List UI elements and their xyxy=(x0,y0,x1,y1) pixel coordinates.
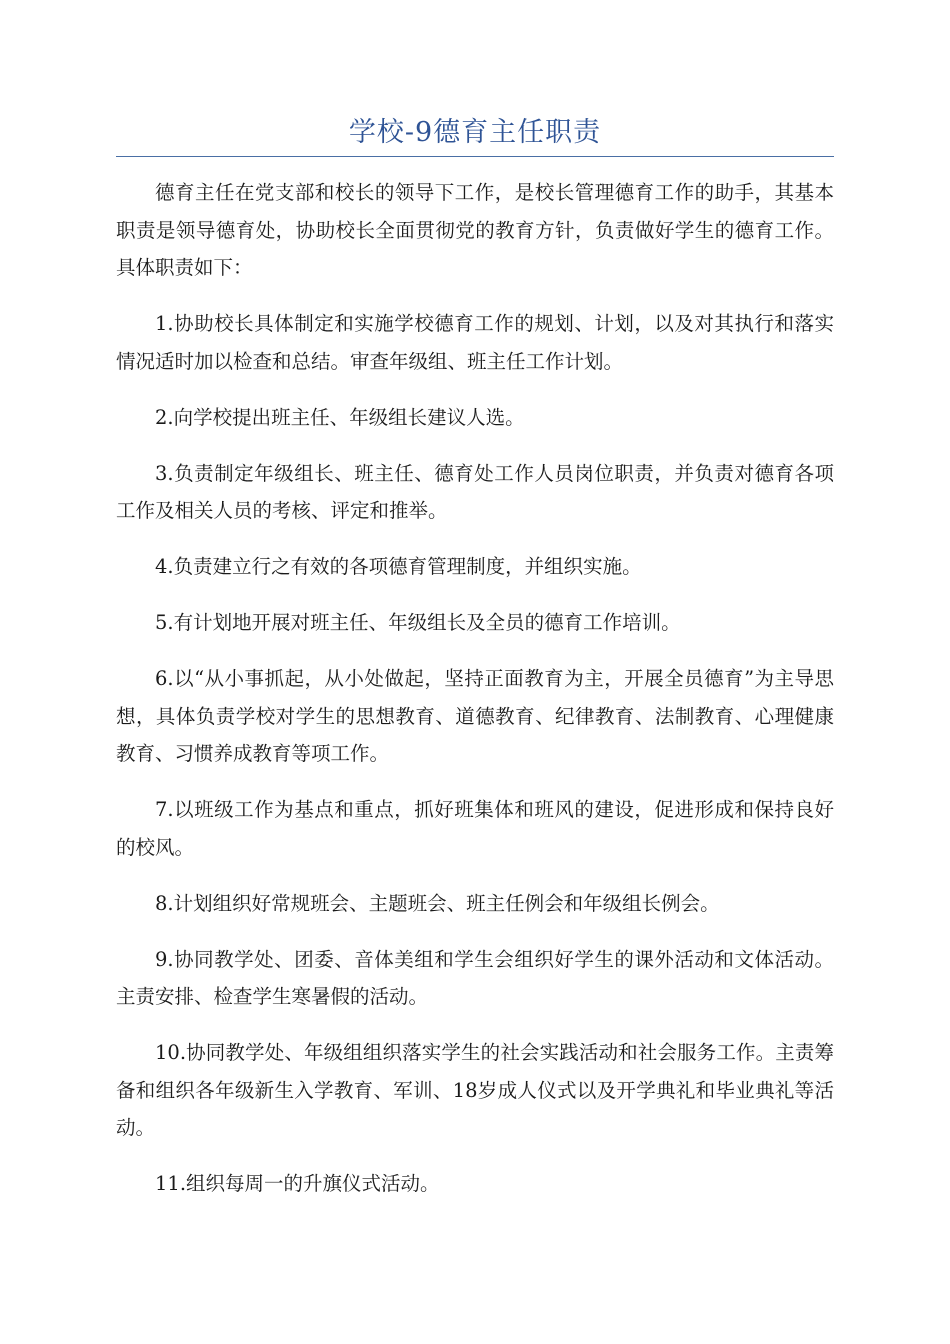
duty-item-3: 3.负责制定年级组长、班主任、德育处工作人员岗位职责，并负责对德育各项工作及相关人员的考核、评定和推举。 xyxy=(116,461,834,522)
duty-item-6: 6.以“从小事抓起，从小处做起，坚持正面教育为主，开展全员德育”为主导思想，具体负责学校对学生的思想教育、道德教育、纪律教育、法制教育、心理健康教育、习惯养成教育等项工作。 xyxy=(116,667,834,765)
duty-item-9: 9.协同教学处、团委、音体美组和学生会组织好学生的课外活动和文体活动。主责安排、检查学生寒暑假的活动。 xyxy=(116,947,834,1008)
duty-item-5: 5.有计划地开展对班主任、年级组长及全员的德育工作培训。 xyxy=(155,611,681,634)
document-body xyxy=(116,174,834,1221)
duty-item-1: 1.协助校长具体制定和实施学校德育工作的规划、计划，以及对其执行和落实情况适时加以检查和总结。审查年级组、班主任工作计划。 xyxy=(116,312,834,373)
title-block xyxy=(116,110,834,157)
duty-item-4: 4.负责建立行之有效的各项德育管理制度，并组织实施。 xyxy=(155,555,642,578)
duty-item-7: 7.以班级工作为基点和重点，抓好班集体和班风的建设，促进形成和保持良好的校风。 xyxy=(116,798,834,859)
duty-item-8: 8.计划组织好常规班会、主题班会、班主任例会和年级组长例会。 xyxy=(155,891,720,915)
duty-item-10: 10.协同教学处、年级组组织落实学生的社会实践活动和社会服务工作。主责筹备和组织各年级新生入学教育、军训、18岁成人仪式以及开学典礼和毕业典礼等活动。 xyxy=(116,1041,834,1139)
document-title: 学校-9德育主任职责 xyxy=(348,117,602,148)
intro-paragraph: 德育主任在党支部和校长的领导下工作，是校长管理德育工作的助手，其基本职责是领导德育处，协助校长全面贯彻党的教育方针，负责做好学生的德育工作。具体职责如下： xyxy=(116,181,834,279)
duty-item-11: 11.组织每周一的升旗仪式活动。 xyxy=(155,1172,440,1195)
duty-item-2: 2.向学校提出班主任、年级组长建议人选。 xyxy=(155,405,525,429)
